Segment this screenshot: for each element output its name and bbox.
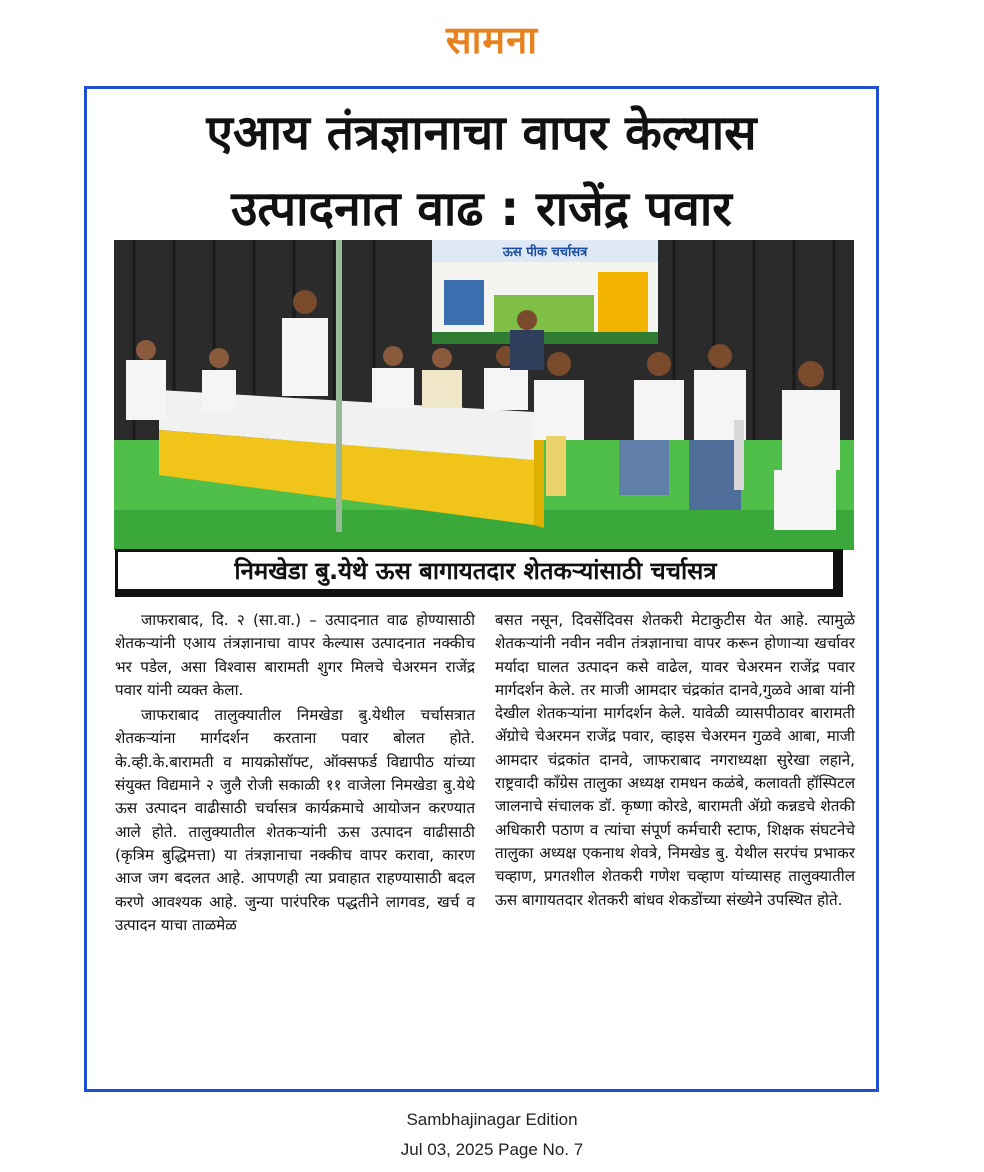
article-frame: [84, 86, 879, 1092]
stage-banner: [432, 240, 658, 344]
headline-line-1: एआय तंत्रज्ञानाचा वापर केल्यास: [206, 105, 757, 161]
subheadline: निमखेडा बु.येथे ऊस बागायतदार शेतकऱ्यांसाठी चर्चासत्र: [115, 549, 843, 597]
masthead-logo: सामना: [445, 18, 539, 62]
event-photo: [114, 240, 854, 550]
date-page-label: Jul 03, 2025 Page No. 7: [400, 1140, 584, 1159]
article-paragraph: बसत नसून, दिवसेंदिवस शेतकरी मेटाकुटीस येत आहे. त्यामुळे शेतकऱ्यांनी नवीन नवीन तंत्रज्ञानाचा वापर करून होणाऱ्या खर्चावर मर्यादा घालत उत्पादन कसे वाढेल, यावर चेअरमन राजेंद्र पवार मार्गदर्शन केले. तर माजी आमदार चंद्रकांत दानवे,गुळवे आबा यांनी देखील शेतकऱ्यांना मार्गदर्शन केले. यावेळी व्यासपीठावर बारामती ॲग्रोचे चेअरमन राजेंद्र पवार, व्हाइस चेअरमन गुळवे आबा, माजी आमदार चंद्रकांत दानवे, जाफराबाद नगराध्यक्षा सुरेखा लहाने, राष्ट्रवादी कॉंग्रेस तालुका अध्यक्ष रामधन कळंबे, कलावती हॉस्पिटल जालनाचे संचालक डॉ. कृष्णा कोरडे, बारामती ॲग्रो कन्नडचे शेतकी अधिकारी पठाण व त्यांचा संपूर्ण कर्मचारी स्टाफ, शिक्षक संघटनेचे तालुका अध्यक्ष एकनाथ शेवत्रे, निमखेड बु. येथील सरपंच प्रभाकर चव्हाण, प्रगतशील शेतकरी गणेश चव्हाण यांच्यासह तालुक्यातील ऊस बागायतदार शेतकरी बांधव शेकडोंच्या संख्येने उपस्थित होते.: [495, 611, 855, 909]
headline-line-2: उत्पादनात वाढ : राजेंद्र पवार: [231, 181, 732, 237]
article-column-left: [115, 609, 475, 937]
article-column-right: [495, 609, 855, 912]
edition-label: Sambhajinagar Edition: [406, 1110, 578, 1129]
banner-title: ऊस पीक चर्चासत्र: [502, 245, 588, 260]
mic-stand: [336, 240, 342, 532]
article-paragraph: जाफराबाद तालुक्यातील निमखेडा बु.येथील चर्चासत्रात शेतकऱ्यांना मार्गदर्शन करताना पवार बोलत होते. के.व्ही.के.बारामती व मायक्रोसॉफ्ट, ऑक्सफर्ड विद्यापीठ यांच्या संयुक्त विद्यमाने २ जुलै रोजी सकाळी ११ वाजेला निमखेडा बु.येथे ऊस उत्पादन वाढीसाठी चर्चासत्र कार्यक्रमाचे आयोजन करण्यात आले होते. तालुक्यातील शेतकऱ्यांनी ऊस उत्पादन वाढीसाठी (कृत्रिम बुद्धिमत्ता) या तंत्रज्ञानाचा नक्कीच वापर करावा, कारण आज जग बदलत आहे. आपणही त्या प्रवाहात राहण्यासाठी बदल करणे आवश्यक आहे. जुन्या पारंपरिक पद्धतीने लागवड, खर्च व उत्पादन याचा ताळमेळ: [115, 706, 475, 934]
event-photo-illustration: [114, 240, 854, 550]
article-paragraph: जाफराबाद, दि. २ (सा.वा.) – उत्पादनात वाढ होण्यासाठी शेतकऱ्यांनी एआय तंत्रज्ञानाचा वापर केल्यास उत्पादनात नक्कीच भर पडेल, असा विश्वास बारामती शुगर मिलचे चेअरमन राजेंद्र पवार यांनी व्यक्त केला.: [115, 611, 475, 699]
